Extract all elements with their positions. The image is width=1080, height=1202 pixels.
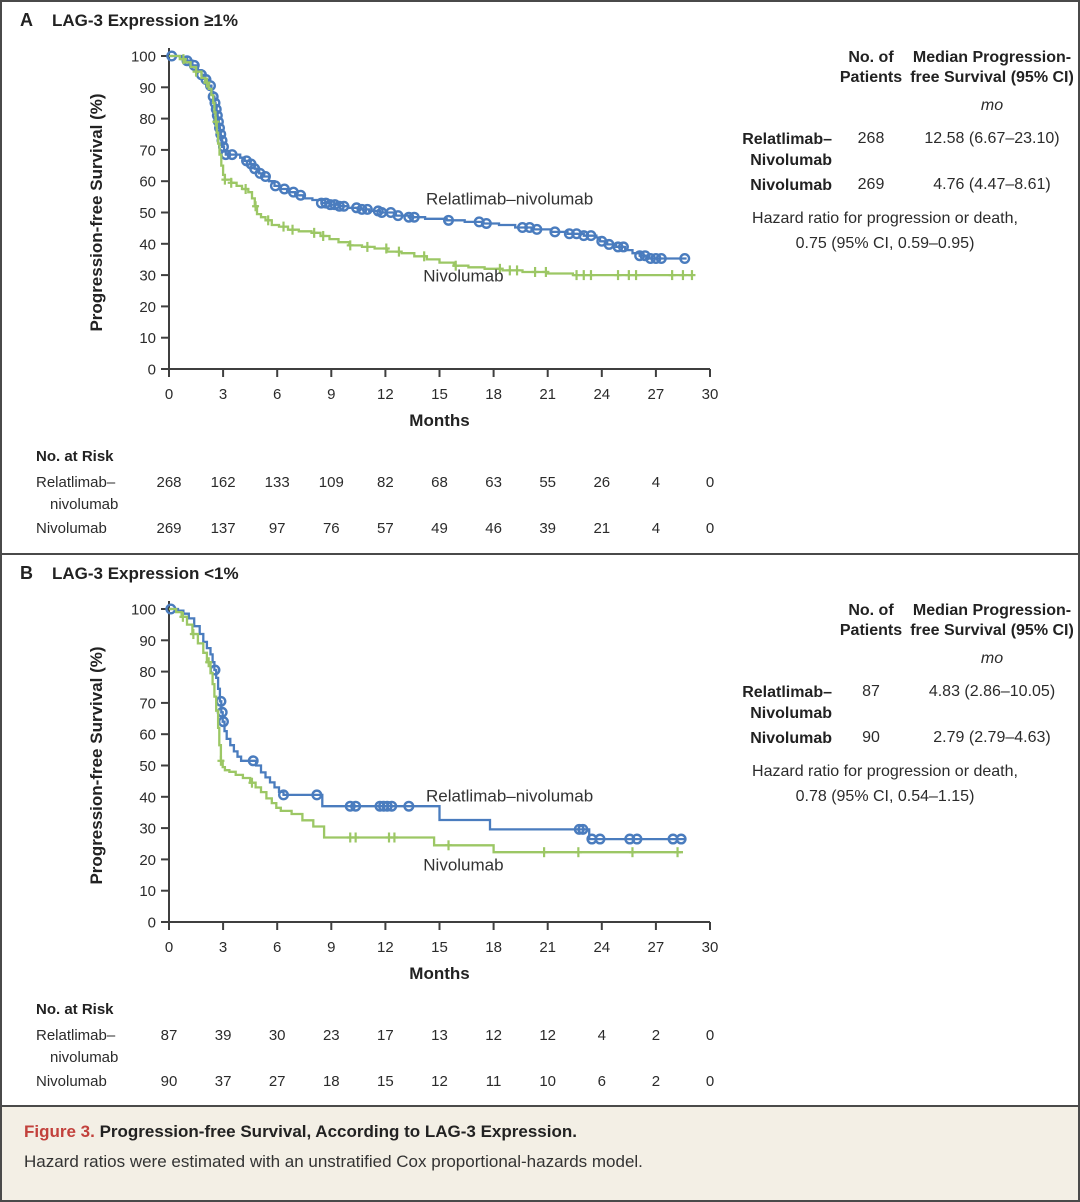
- censor-mark-circle: [280, 185, 289, 194]
- at-risk-count: 76: [322, 520, 340, 537]
- y-tick-label: 80: [139, 664, 156, 682]
- at-risk-header: No. at Risk: [36, 1001, 114, 1018]
- censor-mark-circle: [167, 605, 176, 614]
- panel-b-hazard-ratio-note: Hazard ratio for progression or death, 0.78 (95% CI, 0.54–1.15): [752, 763, 1018, 806]
- x-tick-label: 12: [377, 386, 394, 403]
- stats-col-patients-header: No. of Patients: [839, 49, 903, 86]
- y-tick-label: 30: [139, 820, 156, 838]
- x-tick-label: 21: [539, 939, 557, 956]
- censor-mark-circle: [261, 172, 270, 181]
- at-risk-row-label: Relatlimab–: [36, 474, 116, 491]
- censor-mark-circle: [212, 105, 221, 114]
- curve-label: Relatlimab–nivolumab: [425, 786, 594, 806]
- censor-mark-circle: [256, 169, 265, 178]
- y-tick-label: 40: [139, 789, 156, 807]
- censor-mark-circle: [677, 835, 686, 844]
- panel-a: [2, 2, 1078, 553]
- censor-mark-circle: [363, 205, 372, 214]
- x-tick-label: 3: [218, 386, 228, 403]
- curve-label: Nivolumab: [423, 855, 504, 875]
- at-risk-count: 10: [539, 1073, 557, 1090]
- censor-mark-circle: [214, 117, 223, 126]
- stats-row-nivolumab-patients: 90: [862, 728, 880, 746]
- censor-mark-circle: [247, 160, 256, 169]
- at-risk-count: 37: [214, 1073, 232, 1090]
- censor-mark-circle: [242, 157, 251, 166]
- km-curve-relatlimab-nivolumab: [169, 609, 685, 839]
- censor-mark-circle: [669, 835, 678, 844]
- censor-mark-circle: [217, 697, 226, 706]
- at-risk-header: No. at Risk: [36, 448, 114, 465]
- y-tick-label: 0: [147, 914, 156, 932]
- censor-mark-circle: [190, 61, 199, 70]
- caption-figure-label: Figure 3.: [24, 1122, 95, 1141]
- caption-body: Hazard ratios were estimated with an unstratified Cox proportional-hazards model.: [24, 1152, 643, 1171]
- stats-col-median-header: Median Progression-free Survival (95% CI): [910, 49, 1074, 86]
- censor-mark-circle: [652, 254, 661, 263]
- panel-b-letter: B: [20, 563, 33, 583]
- y-tick-label: 10: [139, 883, 156, 901]
- censor-mark-circle: [410, 213, 419, 222]
- x-axis-title: Months: [409, 411, 470, 430]
- km-curve-nivolumab: [169, 609, 683, 852]
- censor-mark-circle: [335, 202, 344, 211]
- x-tick-label: 0: [164, 386, 174, 403]
- at-risk-count: 0: [705, 1073, 715, 1090]
- censor-mark-circle: [475, 218, 484, 227]
- x-axis-title: Months: [409, 964, 470, 983]
- censor-mark-circle: [625, 835, 634, 844]
- censor-mark-circle: [202, 75, 211, 84]
- censor-mark-circle: [579, 231, 588, 240]
- censor-mark-circle: [228, 150, 237, 159]
- censor-mark-circle: [352, 204, 361, 213]
- x-tick-label: 0: [164, 939, 174, 956]
- censor-mark-circle: [405, 802, 414, 811]
- at-risk-count: 12: [431, 1073, 448, 1090]
- censor-mark-circle: [575, 825, 584, 834]
- censor-mark-circle: [379, 802, 388, 811]
- censor-mark-circle: [377, 208, 386, 217]
- at-risk-count: 87: [160, 1027, 178, 1044]
- stats-col-patients-header: No. of Patients: [839, 602, 903, 639]
- x-tick-label: 3: [218, 939, 228, 956]
- x-tick-label: 12: [377, 939, 394, 956]
- at-risk-count: 63: [485, 474, 502, 491]
- at-risk-count: 15: [377, 1073, 394, 1090]
- at-risk-count: 68: [431, 474, 448, 491]
- censor-mark-circle: [249, 757, 258, 766]
- censor-mark-circle: [614, 243, 623, 252]
- at-risk-row-label: Nivolumab: [36, 520, 107, 537]
- censor-mark-circle: [322, 199, 331, 208]
- y-tick-label: 60: [139, 173, 156, 191]
- at-risk-count: 17: [377, 1027, 394, 1044]
- y-tick-label: 30: [139, 267, 156, 285]
- panel-a-title: LAG-3 Expression ≥1%: [52, 11, 238, 30]
- at-risk-count: 2: [651, 1027, 661, 1044]
- stats-unit-label: mo: [980, 97, 1004, 115]
- censor-mark-circle: [482, 219, 491, 228]
- stats-row-relatlimab-label: Relatlimab– Nivolumab: [742, 130, 832, 170]
- y-tick-label: 20: [139, 851, 156, 869]
- censor-mark-circle: [394, 211, 403, 220]
- x-tick-label: 6: [273, 939, 282, 956]
- at-risk-count: 4: [651, 520, 661, 537]
- at-risk-count: 18: [322, 1073, 340, 1090]
- censor-mark-circle: [222, 150, 231, 159]
- at-risk-count: 0: [705, 520, 715, 537]
- at-risk-row-values: [2, 474, 1078, 494]
- censor-mark-circle: [635, 251, 644, 260]
- y-tick-label: 50: [139, 205, 156, 222]
- censor-mark-circle: [326, 200, 335, 209]
- y-tick-label: 10: [139, 330, 156, 348]
- censor-mark-circle: [351, 802, 360, 811]
- at-risk-count: 97: [268, 520, 286, 537]
- censor-mark-circle: [598, 237, 607, 246]
- x-tick-label: 6: [273, 386, 282, 403]
- x-tick-label: 9: [327, 386, 336, 403]
- y-tick-label: 100: [130, 601, 156, 619]
- censor-mark-circle: [216, 130, 225, 139]
- y-tick-label: 20: [139, 298, 156, 316]
- at-risk-count: 2: [651, 1073, 661, 1090]
- censor-mark-circle: [250, 164, 259, 173]
- censor-mark-circle: [565, 229, 574, 238]
- at-risk-count: 82: [377, 474, 394, 491]
- x-tick-label: 15: [431, 386, 448, 403]
- censor-mark-circle: [587, 231, 596, 240]
- at-risk-count: 12: [539, 1027, 557, 1044]
- stats-unit-label: mo: [980, 650, 1004, 668]
- censor-mark-circle: [218, 136, 227, 145]
- curve-label: Nivolumab: [423, 266, 504, 286]
- at-risk-count: 0: [705, 1027, 715, 1044]
- caption-title: Progression-free Survival, According to LAG-3 Expression.: [94, 1122, 577, 1141]
- censor-mark-circle: [405, 213, 414, 222]
- at-risk-count: 57: [377, 520, 394, 537]
- y-axis-title: Progression-free Survival (%): [87, 646, 106, 885]
- censor-mark-circle: [633, 835, 642, 844]
- censor-mark-circle: [551, 228, 560, 237]
- km-curve-nivolumab: [169, 56, 692, 275]
- at-risk-count: 137: [210, 520, 236, 537]
- at-risk-count: 90: [160, 1073, 178, 1090]
- censor-mark-circle: [358, 205, 367, 214]
- at-risk-count: 13: [431, 1027, 448, 1044]
- censor-mark-circle: [197, 70, 206, 79]
- at-risk-count: 21: [593, 520, 611, 537]
- at-risk-count: 268: [156, 474, 182, 491]
- x-tick-label: 27: [647, 386, 665, 403]
- stats-row-relatlimab-patients: 87: [862, 682, 880, 700]
- at-risk-count: 4: [597, 1027, 606, 1044]
- censor-mark-circle: [313, 791, 322, 800]
- at-risk-row-label: nivolumab: [50, 1049, 119, 1066]
- censor-mark-circle: [219, 717, 228, 726]
- censor-mark-circle: [646, 254, 655, 263]
- censor-mark-circle: [444, 216, 453, 225]
- at-risk-count: 109: [318, 474, 344, 491]
- censor-mark-circle: [211, 99, 220, 108]
- panel-a-hazard-ratio-note: Hazard ratio for progression or death, 0.75 (95% CI, 0.59–0.95): [752, 210, 1018, 253]
- panel-b: [2, 553, 1078, 1105]
- censor-mark-circle: [346, 802, 355, 811]
- at-risk-count: 23: [322, 1027, 340, 1044]
- stats-row-nivolumab-label: Nivolumab: [750, 729, 832, 747]
- at-risk-count: 46: [485, 520, 502, 537]
- censor-mark-circle: [296, 191, 305, 200]
- figure-caption: [2, 1105, 1078, 1200]
- censor-mark-circle: [209, 92, 218, 101]
- censor-mark-circle: [533, 225, 542, 234]
- stats-col-median-header: Median Progression-free Survival (95% CI): [910, 602, 1074, 639]
- censor-mark-circle: [387, 208, 396, 217]
- at-risk-count: 49: [431, 520, 448, 537]
- x-tick-label: 30: [701, 939, 719, 956]
- at-risk-count: 12: [485, 1027, 502, 1044]
- km-curve-relatlimab-nivolumab: [169, 56, 687, 259]
- censor-mark-circle: [206, 81, 215, 90]
- at-risk-row-values: [2, 1073, 1078, 1093]
- stats-row-nivolumab-label: Nivolumab: [750, 176, 832, 194]
- censor-mark-circle: [211, 666, 220, 675]
- at-risk-row-values: [2, 520, 1078, 540]
- at-risk-count: 30: [268, 1027, 286, 1044]
- censor-mark-circle: [374, 207, 383, 216]
- at-risk-count: 162: [210, 474, 236, 491]
- censor-mark-circle: [167, 52, 176, 61]
- censor-mark-circle: [271, 182, 280, 191]
- censor-mark-circle: [279, 791, 288, 800]
- stats-row-relatlimab-median: 4.83 (2.86–10.05): [928, 682, 1056, 700]
- y-tick-label: 90: [139, 79, 156, 97]
- at-risk-count: 55: [539, 474, 557, 491]
- stats-row-relatlimab-label: Relatlimab– Nivolumab: [742, 683, 832, 723]
- at-risk-count: 26: [593, 474, 611, 491]
- panel-a-letter: A: [20, 10, 33, 30]
- stats-row-relatlimab-median: 12.58 (6.67–23.10): [924, 129, 1060, 147]
- censor-mark-circle: [289, 188, 298, 197]
- censor-mark-circle: [619, 243, 628, 252]
- y-axis-title: Progression-free Survival (%): [87, 93, 106, 332]
- at-risk-row-label: nivolumab: [50, 496, 119, 513]
- at-risk-count: 133: [264, 474, 290, 491]
- panel-b-stats-table: [660, 601, 1074, 810]
- stats-row-nivolumab-median: 4.76 (4.47–8.61): [933, 175, 1051, 193]
- censor-mark-circle: [215, 124, 224, 133]
- panel-a-stats-table: [660, 48, 1074, 257]
- censor-mark-circle: [605, 240, 614, 249]
- censor-mark-circle: [518, 223, 527, 232]
- stats-row-nivolumab-patients: 269: [857, 175, 885, 193]
- censor-mark-circle: [588, 835, 597, 844]
- x-tick-label: 21: [539, 386, 557, 403]
- at-risk-count: 39: [214, 1027, 232, 1044]
- at-risk-count: 269: [156, 520, 182, 537]
- y-tick-label: 70: [139, 142, 156, 160]
- at-risk-row-values: [2, 1027, 1078, 1047]
- censor-mark-circle: [213, 111, 222, 120]
- x-tick-label: 9: [327, 939, 336, 956]
- y-tick-label: 60: [139, 726, 156, 744]
- at-risk-row-label: Nivolumab: [36, 1073, 107, 1090]
- at-risk-count: 27: [268, 1073, 286, 1090]
- panel-b-title: LAG-3 Expression <1%: [52, 564, 239, 583]
- at-risk-count: 0: [705, 474, 715, 491]
- at-risk-count: 4: [651, 474, 661, 491]
- x-tick-label: 27: [647, 939, 665, 956]
- at-risk-count: 39: [539, 520, 557, 537]
- y-tick-label: 50: [139, 758, 156, 775]
- censor-mark-circle: [183, 56, 192, 65]
- at-risk-row-label: Relatlimab–: [36, 1027, 116, 1044]
- y-tick-label: 0: [147, 361, 156, 379]
- x-tick-label: 15: [431, 939, 448, 956]
- censor-mark-circle: [219, 142, 228, 151]
- y-tick-label: 70: [139, 695, 156, 713]
- x-tick-label: 18: [485, 386, 502, 403]
- censor-mark-circle: [376, 802, 385, 811]
- censor-mark-circle: [383, 802, 392, 811]
- censor-mark-circle: [641, 251, 650, 260]
- x-tick-label: 24: [593, 939, 611, 956]
- censor-mark-circle: [331, 200, 340, 209]
- x-tick-label: 18: [485, 939, 502, 956]
- censor-mark-circle: [596, 835, 605, 844]
- censor-mark-circle: [525, 223, 534, 232]
- stats-row-nivolumab-median: 2.79 (2.79–4.63): [933, 728, 1051, 746]
- censor-mark-circle: [572, 229, 581, 238]
- censor-mark-circle: [317, 199, 326, 208]
- y-tick-label: 90: [139, 632, 156, 650]
- at-risk-count: 11: [485, 1073, 502, 1090]
- stats-row-relatlimab-patients: 268: [857, 129, 885, 147]
- censor-mark-circle: [579, 825, 588, 834]
- at-risk-count: 6: [597, 1073, 606, 1090]
- y-tick-label: 100: [130, 48, 156, 66]
- y-tick-label: 40: [139, 236, 156, 254]
- x-tick-label: 30: [701, 386, 719, 403]
- censor-mark-circle: [218, 708, 227, 717]
- censor-mark-circle: [387, 802, 396, 811]
- censor-mark-circle: [340, 202, 349, 211]
- y-tick-label: 80: [139, 111, 156, 129]
- x-tick-label: 24: [593, 386, 611, 403]
- curve-label: Relatlimab–nivolumab: [425, 189, 594, 209]
